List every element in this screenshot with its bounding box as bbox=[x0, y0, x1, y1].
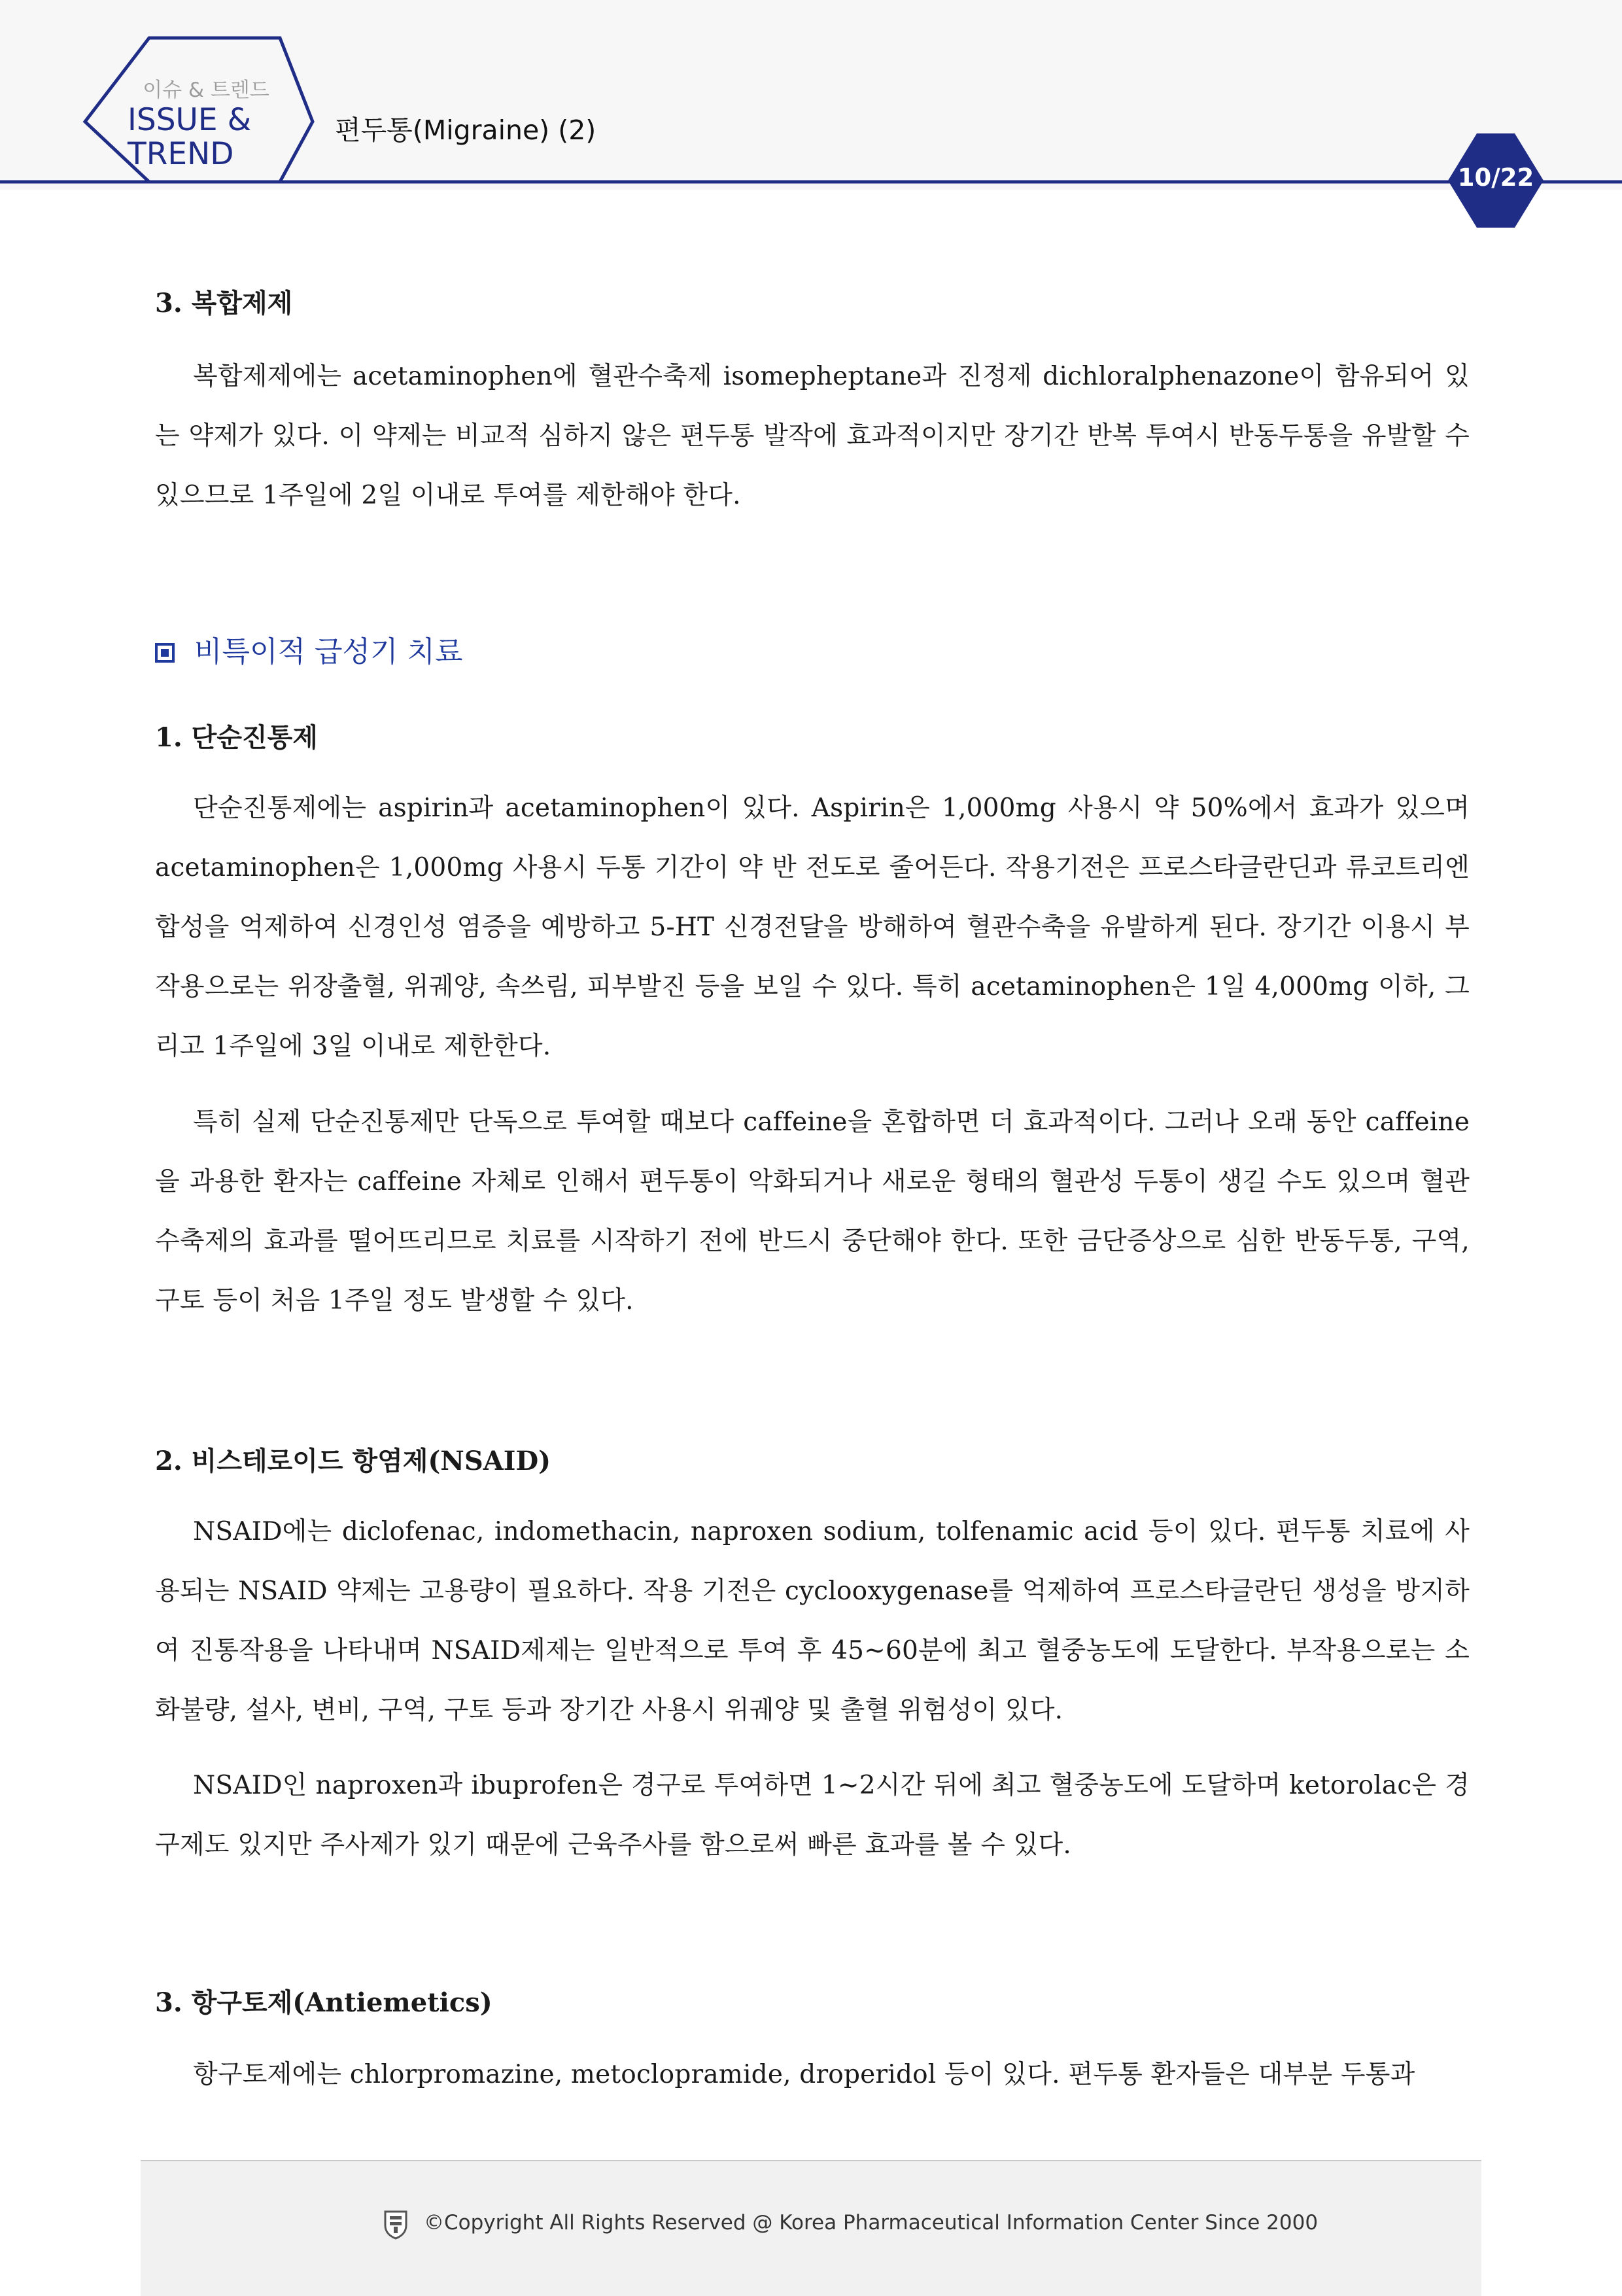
combo-heading: 3. 복합제제 bbox=[155, 288, 293, 319]
nsaid-paragraph-1: NSAID에는 diclofenac, indomethacin, naproxen sodium, tolfenamic acid 등이 있다. 편두통 치료에 사용되는 NSAID 약제는 고용량이 필요하다. 작용 기전은 cyclooxygenase를 억제하여 프로스타글란딘 생성을 방지하여 진통작용을 나타내며 NSAID제제는 일반적으로 투여 후 45~60분에 최고 혈중농도에 도달한다. 부작용으로는 소화불량, 설사, 변비, 구역, 구토 등과 장기간 사용시 위궤양 및 출혈 위험성이 있다. bbox=[155, 1517, 1470, 1725]
section-title-nonspecific bbox=[155, 628, 463, 670]
simple-analgesics-heading: 1. 단순진통제 bbox=[155, 722, 318, 753]
antiemetics-heading: 3. 항구토제(Antiemetics) bbox=[155, 1987, 492, 2018]
document-title: 편두통(Migraine) (2) bbox=[335, 114, 596, 146]
badge-title bbox=[128, 103, 252, 171]
badge-subtitle: 이슈 & 트렌드 bbox=[143, 78, 269, 102]
combo-paragraph: 복합제제에는 acetaminophen에 혈관수축제 isomepheptane과 진정제 dichloralphenazone이 함유되어 있는 약제가 있다. 이 약제는 비교적 심하지 않은 편두통 발작에 효과적이지만 장기간 반복 투여시 반동두통을 유발할 수 있으므로 1주일에 2일 이내로 투여를 제한해야 한다. bbox=[155, 362, 1470, 510]
section-title-text: 비특이적 급성기 치료 bbox=[194, 635, 463, 669]
nsaid-paragraph-2: NSAID인 naproxen과 ibuprofen은 경구로 투여하면 1~2시간 뒤에 최고 혈중농도에 도달하며 ketorolac은 경구제도 있지만 주사제가 있기 때문에 근육주사를 함으로써 빠른 효과를 볼 수 있다. bbox=[155, 1771, 1470, 1860]
footer-copyright: ©Copyright All Rights Reserved @ Korea Pharmaceutical Information Center Since 2000 bbox=[424, 2211, 1319, 2235]
square-bullet-icon bbox=[155, 643, 175, 663]
antiemetics-paragraph: 항구토제에는 chlorpromazine, metoclopramide, droperidol 등이 있다. 편두통 환자들은 대부분 두통과 bbox=[193, 2060, 1415, 2089]
page-number: 10/22 bbox=[1457, 164, 1534, 192]
shield-logo-icon bbox=[383, 2210, 408, 2240]
badge-title-line1: ISSUE & bbox=[128, 102, 252, 138]
nsaid-heading: 2. 비스테로이드 항염제(NSAID) bbox=[155, 1446, 551, 1476]
badge-title-line2: TREND bbox=[128, 136, 234, 172]
simple-analgesics-paragraph-2: 특히 실제 단순진통제만 단독으로 투여할 때보다 caffeine을 혼합하면 더 효과적이다. 그러나 오래 동안 caffeine을 과용한 환자는 caffeine 자체로 인해서 편두통이 악화되거나 새로운 형태의 혈관성 두통이 생길 수도 있으며 혈관수축제의 효과를 떨어뜨리므로 치료를 시작하기 전에 반드시 중단해야 한다. 또한 금단증상으로 심한 반동두통, 구역, 구토 등이 처음 1주일 정도 발생할 수 있다. bbox=[155, 1107, 1470, 1315]
simple-analgesics-paragraph-1: 단순진통제에는 aspirin과 acetaminophen이 있다. Aspirin은 1,000mg 사용시 약 50%에서 효과가 있으며 acetaminophen은 1,000mg 사용시 두통 기간이 약 반 전도로 줄어든다. 작용기전은 프로스타글란딘과 류코트리엔 합성을 억제하여 신경인성 염증을 예방하고 5-HT 신경전달을 방해하여 혈관수축을 유발하게 된다. 장기간 이용시 부작용으로는 위장출혈, 위궤양, 속쓰림, 피부발진 등을 보일 수 있다. 특히 acetaminophen은 1일 4,000mg 이하, 그리고 1주일에 3일 이내로 제한한다. bbox=[155, 793, 1470, 1061]
